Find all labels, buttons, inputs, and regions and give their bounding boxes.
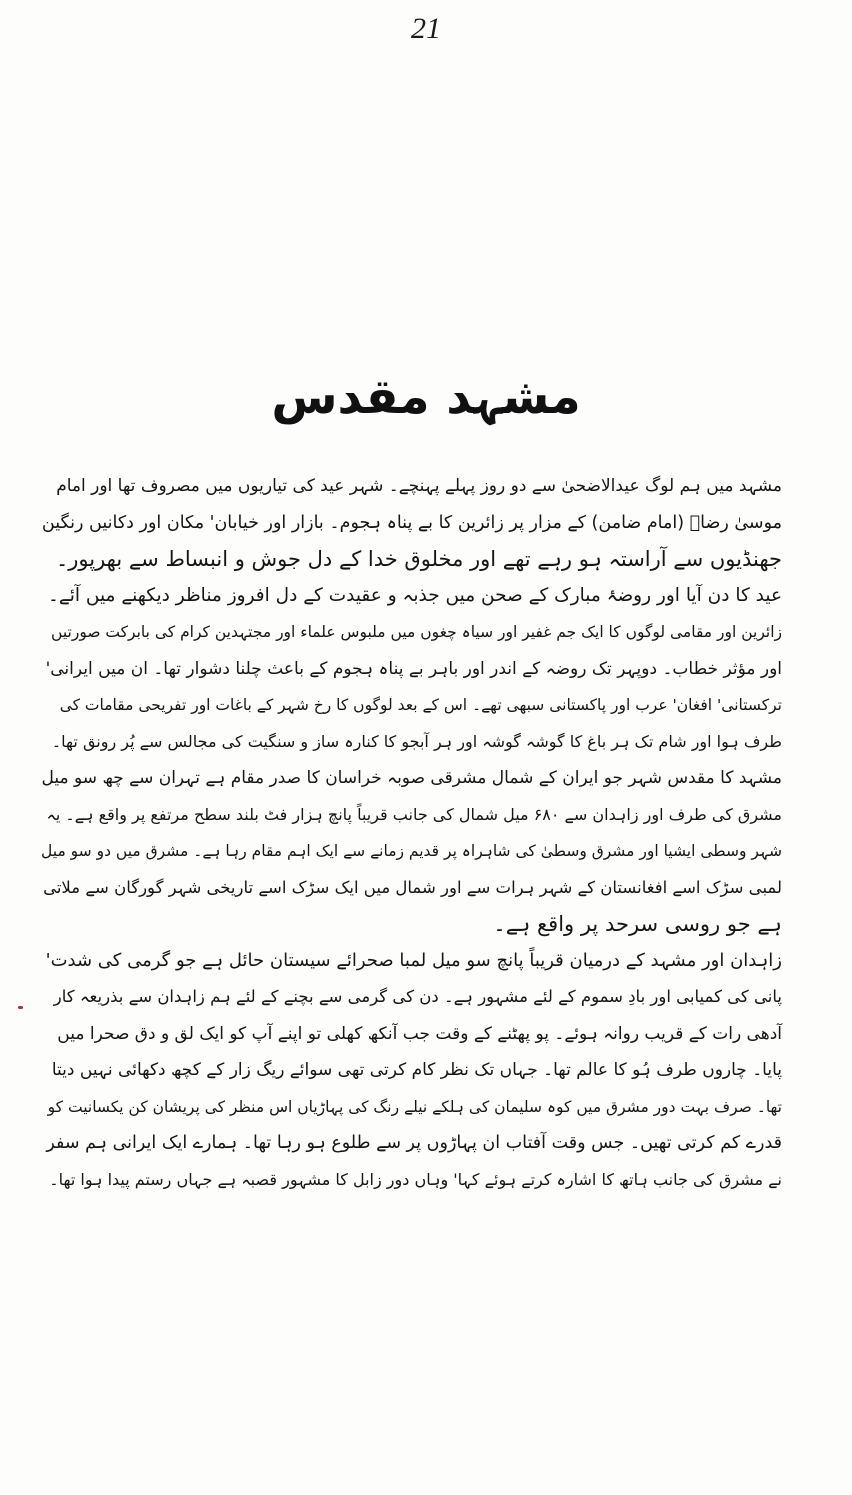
paragraph-2 [40, 578, 812, 761]
paragraph-1 [40, 468, 812, 578]
text-line: عید کا دن آیا اور روضۂ مبارک کے صحن میں جذبہ و عقیدت کے دل افروز مناظر دیکھنے میں آئے۔ [48, 584, 782, 606]
text-line: پانی کی کمیابی اور بادِ سموم کے لئے مشہور ہے۔ دن کی گرمی سے بچنے کے لئے ہم زاہدان سے بذریعہ کار [53, 987, 782, 1006]
text-line: طرف ہوا اور شام تک ہر باغ کا گوشہ گوشہ اور ہر آبجو کا کنارہ ساز و سنگیت کی مجالس سے پُر رونق تھا۔ [51, 731, 782, 751]
text-line: زاہدان اور مشہد کے درمیان قریباً پانچ سو میل لمبا صحرائے سیستان حائل ہے جو گرمی کی شدت' [45, 949, 782, 971]
text-line: تھا۔ صرف بہت دور مشرق میں کوہ سلیمان کی ہلکے نیلے رنگ کی پہاڑیاں اس منظر کی پریشان کن یکسانیت کو [47, 1097, 782, 1116]
text-line: زائرین اور مقامی لوگوں کا ایک جم غفیر اور سیاہ چغوں میں ملبوس علماء اور مجتہدین کرام کی بابرکت صورتیں [51, 623, 782, 641]
text-line: لمبی سڑک اسے افغانستان کے شہر ہرات سے اور شمال میں ایک سڑک اسے تاریخی شہر گورگان سے ملاتی [43, 877, 782, 897]
scan-ink-mark [18, 1006, 23, 1009]
paragraph-4 [40, 943, 812, 1199]
text-line: مشہد میں ہم لوگ عیدالاضحیٰ سے دو روز پہلے پہنچے۔ شہر عید کی تیاریوں میں مصروف تھا اور امام [56, 476, 782, 496]
text-line: شہر وسطی ایشیا اور مشرق وسطیٰ کی شاہراہ پر قدیم زمانے سے ایک اہم مقام رہا ہے۔ مشرق میں دو سو میل [41, 842, 782, 860]
body-text [40, 468, 812, 1198]
text-line: مشہد کا مقدس شہر جو ایران کے شمال مشرقی صوبہ خراسان کا صدر مقام ہے تہران سے چھ سو میل [41, 768, 782, 788]
text-line: ترکستانی' افغان' عرب اور پاکستانی سبھی تھے۔ اس کے بعد لوگوں کا رخ شہر کے باغات اور تفریحی مقامات کی [59, 696, 782, 714]
text-line: قدرے کم کرتی تھیں۔ جس وقت آفتاب ان پہاڑوں پر سے طلوع ہو رہا تھا۔ ہمارے ایک ایرانی ہم سفر [46, 1133, 782, 1153]
page-number: 21 [411, 12, 441, 45]
paragraph-3 [40, 760, 812, 943]
text-line: پایا۔ چاروں طرف ہُو کا عالم تھا۔ جہاں تک نظر کام کرتی تھی سوائے ریگ زار کے کچھ دکھائی نہیں دیتا [51, 1060, 782, 1080]
chapter-title: مشہد مقدس [271, 369, 581, 425]
text-line: موسیٰ رضاؑ (امام ضامن) کے مزار پر زائرین کا بے پناہ ہجوم۔ بازار اور خیابان' مکان اور دکانیں رنگین [41, 512, 782, 533]
text-line: اور مؤثر خطاب۔ دوپہر تک روضہ کے اندر اور باہر بے پناہ ہجوم کے باعث چلنا دشوار تھا۔ ان میں ایرانی' [45, 658, 782, 679]
text-line: ہے جو روسی سرحد پر واقع ہے۔ [493, 912, 782, 936]
text-line: آدھی رات کے قریب روانہ ہوئے۔ پو پھٹنے کے وقت جب آنکھ کھلی تو اپنے آپ کو ایک لق و دق صحرا میں [57, 1023, 782, 1044]
text-line: جھنڈیوں سے آراستہ ہو رہے تھے اور مخلوق خدا کے دل جوش و انبساط سے بھرپور۔ [55, 547, 782, 571]
text-line: نے مشرق کی جانب ہاتھ کا اشارہ کرتے ہوئے کہا' وہاں دور زابل کا مشہور قصبہ ہے جہاں رستم پیدا ہوا تھا۔ [49, 1169, 782, 1189]
text-line: مشرق کی طرف اور زاہدان سے ۶۸۰ میل شمال کی جانب قریباً پانچ ہزار فٹ بلند سطح مرتفع پر واقع ہے۔ یہ [46, 804, 782, 824]
